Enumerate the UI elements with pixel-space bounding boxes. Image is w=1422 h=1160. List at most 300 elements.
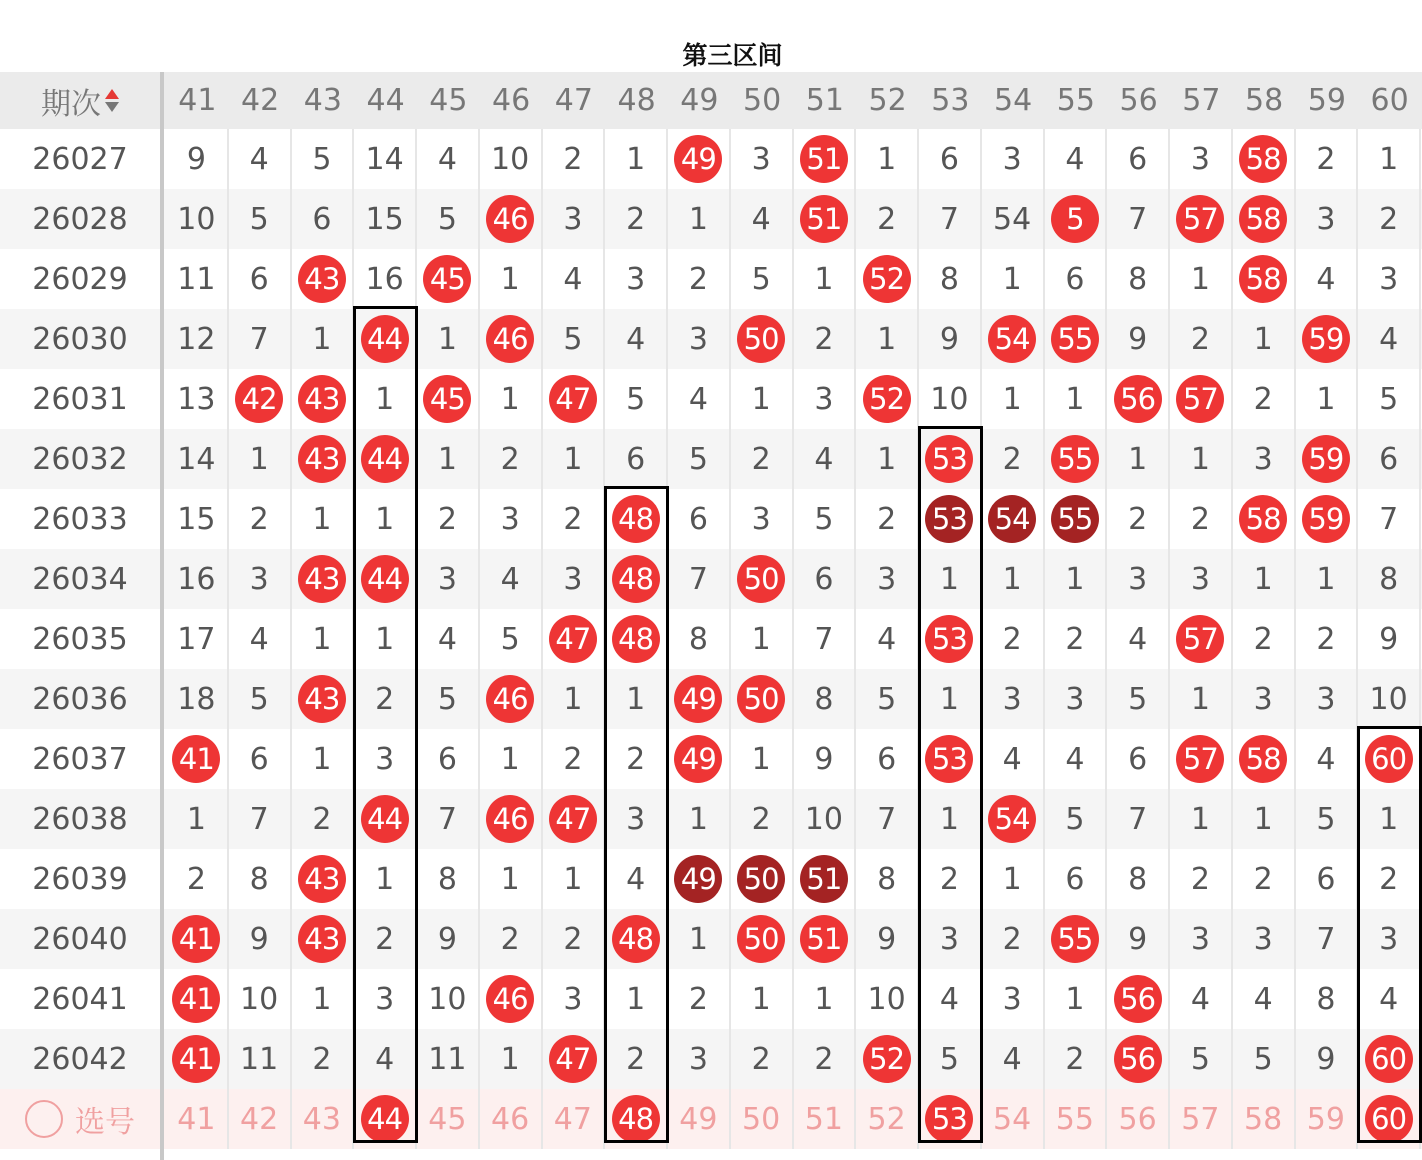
consecutive-ball: 54 [988, 495, 1036, 543]
select-toggle[interactable] [0, 1089, 160, 1149]
table-row [0, 669, 1422, 729]
gap-cell: 4 [1170, 969, 1233, 1029]
gap-cell: 2 [1170, 489, 1233, 549]
gap-cell: 1 [731, 969, 794, 1029]
gap-cell: 1 [668, 789, 731, 849]
gap-cell: 1 [1358, 789, 1421, 849]
select-number-label: 58 [1244, 1101, 1283, 1137]
gap-cell: 7 [794, 609, 857, 669]
number-ball: 50 [737, 555, 785, 603]
number-ball: 57 [1176, 375, 1224, 423]
gap-cell: 1 [982, 849, 1045, 909]
period-cell: 26039 [32, 861, 128, 897]
gap-cell: 9 [1107, 909, 1170, 969]
hit-cell [794, 909, 857, 969]
gap-cell: 1 [480, 849, 543, 909]
number-ball: 58 [1239, 135, 1287, 183]
consecutive-ball: 51 [800, 855, 848, 903]
select-number[interactable] [229, 1089, 292, 1149]
hit-cell [731, 549, 794, 609]
gap-cell: 5 [1233, 1029, 1296, 1089]
gap-cell: 1 [794, 249, 857, 309]
number-ball: 46 [486, 195, 534, 243]
gap-cell: 1 [354, 849, 417, 909]
gap-cell: 4 [982, 1029, 1045, 1089]
gap-cell: 1 [292, 609, 355, 669]
select-number-label: 45 [428, 1101, 467, 1137]
gap-cell: 2 [229, 489, 292, 549]
gap-cell: 2 [1045, 609, 1108, 669]
gap-cell: 2 [1296, 609, 1359, 669]
gap-cell: 2 [982, 429, 1045, 489]
gap-cell: 1 [480, 249, 543, 309]
gap-cell: 10 [229, 969, 292, 1029]
gap-cell: 2 [292, 789, 355, 849]
number-ball: 54 [988, 795, 1036, 843]
gap-cell: 3 [1233, 909, 1296, 969]
hit-cell [605, 909, 668, 969]
number-ball: 44 [361, 435, 409, 483]
consecutive-ball: 49 [674, 855, 722, 903]
number-ball: 58 [1239, 735, 1287, 783]
gap-cell: 3 [982, 669, 1045, 729]
select-number[interactable] [480, 1089, 543, 1149]
number-ball: 54 [988, 315, 1036, 363]
hit-cell [605, 489, 668, 549]
gap-cell: 4 [229, 609, 292, 669]
gap-cell: 2 [1296, 129, 1359, 189]
gap-cell: 2 [982, 609, 1045, 669]
select-number[interactable] [856, 1089, 919, 1149]
gap-cell: 1 [292, 969, 355, 1029]
hit-cell [919, 429, 982, 489]
gap-cell: 9 [417, 909, 480, 969]
gap-cell: 1 [354, 489, 417, 549]
gap-cell: 14 [166, 429, 229, 489]
select-number[interactable] [1045, 1089, 1108, 1149]
select-number-label: 41 [177, 1101, 216, 1137]
gap-cell: 9 [1107, 309, 1170, 369]
gap-cell: 3 [543, 189, 606, 249]
gap-cell: 1 [1233, 789, 1296, 849]
gap-cell: 2 [1358, 189, 1421, 249]
number-ball: 46 [486, 975, 534, 1023]
gap-cell: 5 [1296, 789, 1359, 849]
gap-cell: 4 [1107, 609, 1170, 669]
gap-cell: 7 [1358, 489, 1421, 549]
gap-cell: 2 [1233, 609, 1296, 669]
gap-cell: 10 [166, 189, 229, 249]
number-ball: 60 [1365, 735, 1413, 783]
gap-cell: 1 [605, 669, 668, 729]
number-ball: 58 [1239, 255, 1287, 303]
gap-cell: 8 [229, 849, 292, 909]
gap-cell: 3 [731, 489, 794, 549]
number-ball: 44 [361, 795, 409, 843]
gap-cell: 7 [668, 549, 731, 609]
select-number[interactable] [166, 1089, 229, 1149]
period-header-label: 期次 [41, 86, 101, 122]
radio-icon[interactable] [25, 1100, 63, 1138]
number-ball: 57 [1176, 615, 1224, 663]
table-row [0, 429, 1422, 489]
column-header: 59 [1307, 83, 1346, 118]
hit-cell [480, 789, 543, 849]
number-ball: 43 [298, 915, 346, 963]
hit-cell [1170, 609, 1233, 669]
gap-cell: 5 [543, 309, 606, 369]
gap-cell: 2 [731, 429, 794, 489]
hit-cell [982, 309, 1045, 369]
gap-cell: 1 [794, 969, 857, 1029]
number-ball: 53 [925, 735, 973, 783]
gap-cell: 3 [480, 489, 543, 549]
period-header[interactable] [0, 72, 160, 129]
select-number-label: 55 [1055, 1101, 1094, 1137]
gap-cell: 8 [794, 669, 857, 729]
hit-cell [1233, 729, 1296, 789]
gap-cell: 1 [668, 909, 731, 969]
hit-cell [543, 789, 606, 849]
gap-cell: 1 [480, 1029, 543, 1089]
gap-cell: 5 [417, 189, 480, 249]
gap-cell: 1 [354, 609, 417, 669]
hit-cell [856, 1029, 919, 1089]
number-ball: 56 [1114, 375, 1162, 423]
select-number-label: 59 [1306, 1101, 1345, 1137]
hit-cell [919, 729, 982, 789]
gap-cell: 1 [1170, 669, 1233, 729]
hit-cell [668, 729, 731, 789]
select-number[interactable] [731, 1089, 794, 1149]
header-row [0, 72, 1422, 129]
gap-cell: 2 [856, 189, 919, 249]
gap-cell: 1 [543, 849, 606, 909]
table-row [0, 909, 1422, 969]
period-cell: 26035 [32, 621, 128, 657]
select-number-label: 43 [302, 1101, 341, 1137]
column-header: 44 [366, 83, 405, 118]
period-cell: 26030 [32, 321, 128, 357]
gap-cell: 1 [543, 429, 606, 489]
hit-cell [543, 369, 606, 429]
hit-cell [1045, 489, 1108, 549]
gap-cell: 6 [794, 549, 857, 609]
gap-cell: 6 [919, 129, 982, 189]
gap-cell: 16 [354, 249, 417, 309]
gap-cell: 6 [229, 729, 292, 789]
gap-cell: 1 [417, 429, 480, 489]
number-ball: 45 [423, 375, 471, 423]
number-ball: 58 [1239, 495, 1287, 543]
hit-cell [480, 189, 543, 249]
gap-cell: 7 [1107, 189, 1170, 249]
hit-cell [1107, 1029, 1170, 1089]
gap-cell: 6 [1107, 729, 1170, 789]
gap-cell: 7 [1296, 909, 1359, 969]
gap-cell: 15 [354, 189, 417, 249]
select-number[interactable] [417, 1089, 480, 1149]
select-number[interactable] [354, 1089, 417, 1149]
hit-cell [229, 369, 292, 429]
gap-cell: 2 [1107, 489, 1170, 549]
hit-cell [1233, 249, 1296, 309]
hit-cell [919, 489, 982, 549]
gap-cell: 1 [856, 429, 919, 489]
gap-cell: 1 [1045, 549, 1108, 609]
hit-cell [292, 909, 355, 969]
hit-cell [794, 849, 857, 909]
column-header: 41 [178, 83, 217, 118]
select-number[interactable] [1296, 1089, 1359, 1149]
number-ball: 57 [1176, 735, 1224, 783]
gap-cell: 14 [354, 129, 417, 189]
select-number[interactable] [1170, 1089, 1233, 1149]
table-row [0, 249, 1422, 309]
gap-cell: 3 [856, 549, 919, 609]
table-row [0, 129, 1422, 189]
gap-cell: 4 [731, 189, 794, 249]
gap-cell: 4 [856, 609, 919, 669]
hit-cell [1045, 429, 1108, 489]
hit-cell [731, 849, 794, 909]
gap-cell: 4 [605, 309, 668, 369]
gap-cell: 9 [166, 129, 229, 189]
select-number[interactable] [543, 1089, 606, 1149]
period-cell: 26038 [32, 801, 128, 837]
gap-cell: 5 [1358, 369, 1421, 429]
hit-cell [1296, 429, 1359, 489]
gap-cell: 1 [1296, 369, 1359, 429]
gap-cell: 4 [1296, 249, 1359, 309]
gap-cell: 10 [856, 969, 919, 1029]
select-number[interactable] [1107, 1089, 1170, 1149]
gap-cell: 6 [417, 729, 480, 789]
hit-cell [1107, 969, 1170, 1029]
hit-cell [543, 1029, 606, 1089]
gap-cell: 1 [731, 609, 794, 669]
hit-cell [1045, 309, 1108, 369]
gap-cell: 8 [856, 849, 919, 909]
gap-cell: 4 [919, 969, 982, 1029]
period-cell: 26037 [32, 741, 128, 777]
gap-cell: 5 [417, 669, 480, 729]
gap-cell: 3 [1170, 129, 1233, 189]
gap-cell: 5 [480, 609, 543, 669]
gap-cell: 6 [605, 429, 668, 489]
number-ball: 57 [1176, 195, 1224, 243]
gap-cell: 1 [982, 549, 1045, 609]
hit-cell [480, 309, 543, 369]
number-ball: 41 [172, 735, 220, 783]
hit-cell [1358, 729, 1421, 789]
gap-cell: 1 [354, 369, 417, 429]
gap-cell: 7 [229, 789, 292, 849]
gap-cell: 1 [480, 369, 543, 429]
number-ball: 45 [423, 255, 471, 303]
number-ball: 49 [674, 135, 722, 183]
gap-cell: 3 [354, 729, 417, 789]
gap-cell: 3 [1233, 429, 1296, 489]
gap-cell: 3 [1045, 669, 1108, 729]
gap-cell: 1 [919, 669, 982, 729]
gap-cell: 11 [229, 1029, 292, 1089]
select-number[interactable] [292, 1089, 355, 1149]
gap-cell: 6 [1045, 249, 1108, 309]
number-ball: 48 [612, 615, 660, 663]
number-ball: 50 [737, 915, 785, 963]
gap-cell: 10 [794, 789, 857, 849]
gap-cell: 1 [1045, 369, 1108, 429]
number-ball: 51 [800, 195, 848, 243]
period-cell: 26033 [32, 501, 128, 537]
gap-cell: 3 [1170, 549, 1233, 609]
period-cell: 26036 [32, 681, 128, 717]
gap-cell: 10 [919, 369, 982, 429]
column-header: 45 [429, 83, 468, 118]
gap-cell: 6 [1358, 429, 1421, 489]
select-number[interactable] [794, 1089, 857, 1149]
gap-cell: 4 [480, 549, 543, 609]
gap-cell: 2 [668, 249, 731, 309]
number-ball: 53 [925, 615, 973, 663]
hit-cell [354, 789, 417, 849]
gap-cell: 9 [1296, 1029, 1359, 1089]
hit-cell [292, 549, 355, 609]
select-number-label: 51 [804, 1101, 843, 1137]
selected-ball[interactable]: 44 [361, 1095, 409, 1143]
hit-cell [1107, 369, 1170, 429]
hit-cell [982, 789, 1045, 849]
gap-cell: 1 [166, 789, 229, 849]
number-ball: 47 [549, 615, 597, 663]
gap-cell: 4 [1233, 969, 1296, 1029]
consecutive-ball: 50 [737, 855, 785, 903]
consecutive-ball: 53 [925, 495, 973, 543]
gap-cell: 1 [292, 309, 355, 369]
selected-ball[interactable]: 60 [1365, 1095, 1413, 1143]
column-header: 54 [994, 83, 1033, 118]
gap-cell: 2 [166, 849, 229, 909]
gap-cell: 4 [605, 849, 668, 909]
hit-cell [543, 609, 606, 669]
hit-cell [417, 249, 480, 309]
gap-cell: 12 [166, 309, 229, 369]
hit-cell [731, 909, 794, 969]
select-number-label: 52 [867, 1101, 906, 1137]
gap-cell: 4 [982, 729, 1045, 789]
gap-cell: 3 [543, 969, 606, 1029]
gap-cell: 7 [229, 309, 292, 369]
number-ball: 46 [486, 675, 534, 723]
number-ball: 52 [863, 375, 911, 423]
gap-cell: 1 [856, 309, 919, 369]
gap-cell: 3 [1233, 669, 1296, 729]
gap-cell: 5 [229, 189, 292, 249]
column-header: 56 [1119, 83, 1158, 118]
number-ball: 55 [1051, 435, 1099, 483]
column-header: 49 [680, 83, 719, 118]
gap-cell: 1 [229, 429, 292, 489]
select-number[interactable] [1358, 1089, 1421, 1149]
gap-cell: 5 [919, 1029, 982, 1089]
selected-ball[interactable]: 53 [925, 1095, 973, 1143]
select-number-label: 56 [1118, 1101, 1157, 1137]
select-number[interactable] [668, 1089, 731, 1149]
hit-cell [292, 249, 355, 309]
gap-cell: 2 [354, 909, 417, 969]
select-number[interactable] [919, 1089, 982, 1149]
gap-cell: 1 [856, 129, 919, 189]
gap-cell: 4 [794, 429, 857, 489]
gap-cell: 5 [794, 489, 857, 549]
table-row [0, 969, 1422, 1029]
table-row [0, 1029, 1422, 1089]
gap-cell: 2 [794, 1029, 857, 1089]
gap-cell: 3 [668, 309, 731, 369]
table-row [0, 189, 1422, 249]
number-ball: 59 [1302, 495, 1350, 543]
page-title: 第三区间 [682, 42, 783, 70]
hit-cell [1358, 1029, 1421, 1089]
period-cell: 26040 [32, 921, 128, 957]
column-header: 50 [743, 83, 782, 118]
period-cell: 26034 [32, 561, 128, 597]
select-number[interactable] [982, 1089, 1045, 1149]
gap-cell: 2 [292, 1029, 355, 1089]
number-ball: 50 [737, 675, 785, 723]
hit-cell [1296, 309, 1359, 369]
gap-cell: 1 [480, 729, 543, 789]
gap-cell: 3 [919, 909, 982, 969]
select-number-label: 54 [993, 1101, 1032, 1137]
gap-cell: 3 [982, 129, 1045, 189]
hit-cell [794, 129, 857, 189]
gap-cell: 4 [543, 249, 606, 309]
selected-ball[interactable]: 48 [612, 1095, 660, 1143]
period-cell: 26028 [32, 201, 128, 237]
column-header: 43 [303, 83, 342, 118]
select-number[interactable] [1233, 1089, 1296, 1149]
sort-icon[interactable] [105, 89, 119, 112]
number-ball: 47 [549, 795, 597, 843]
column-header: 60 [1370, 83, 1409, 118]
gap-cell: 10 [417, 969, 480, 1029]
hit-cell [292, 849, 355, 909]
number-ball: 50 [737, 315, 785, 363]
gap-cell: 4 [1045, 729, 1108, 789]
gap-cell: 1 [1170, 429, 1233, 489]
gap-cell: 2 [982, 909, 1045, 969]
gap-cell: 8 [1296, 969, 1359, 1029]
gap-cell: 2 [543, 729, 606, 789]
gap-cell: 5 [1170, 1029, 1233, 1089]
hit-cell [919, 609, 982, 669]
number-ball: 44 [361, 315, 409, 363]
gap-cell: 3 [668, 1029, 731, 1089]
period-cell: 26042 [32, 1041, 128, 1077]
gap-cell: 6 [1107, 129, 1170, 189]
gap-cell: 1 [1107, 429, 1170, 489]
gap-cell: 4 [417, 609, 480, 669]
gap-cell: 4 [1296, 729, 1359, 789]
select-number[interactable] [605, 1089, 668, 1149]
column-header: 46 [492, 83, 531, 118]
number-ball: 59 [1302, 435, 1350, 483]
hit-cell [1233, 189, 1296, 249]
select-number-label: 49 [679, 1101, 718, 1137]
gap-cell: 17 [166, 609, 229, 669]
